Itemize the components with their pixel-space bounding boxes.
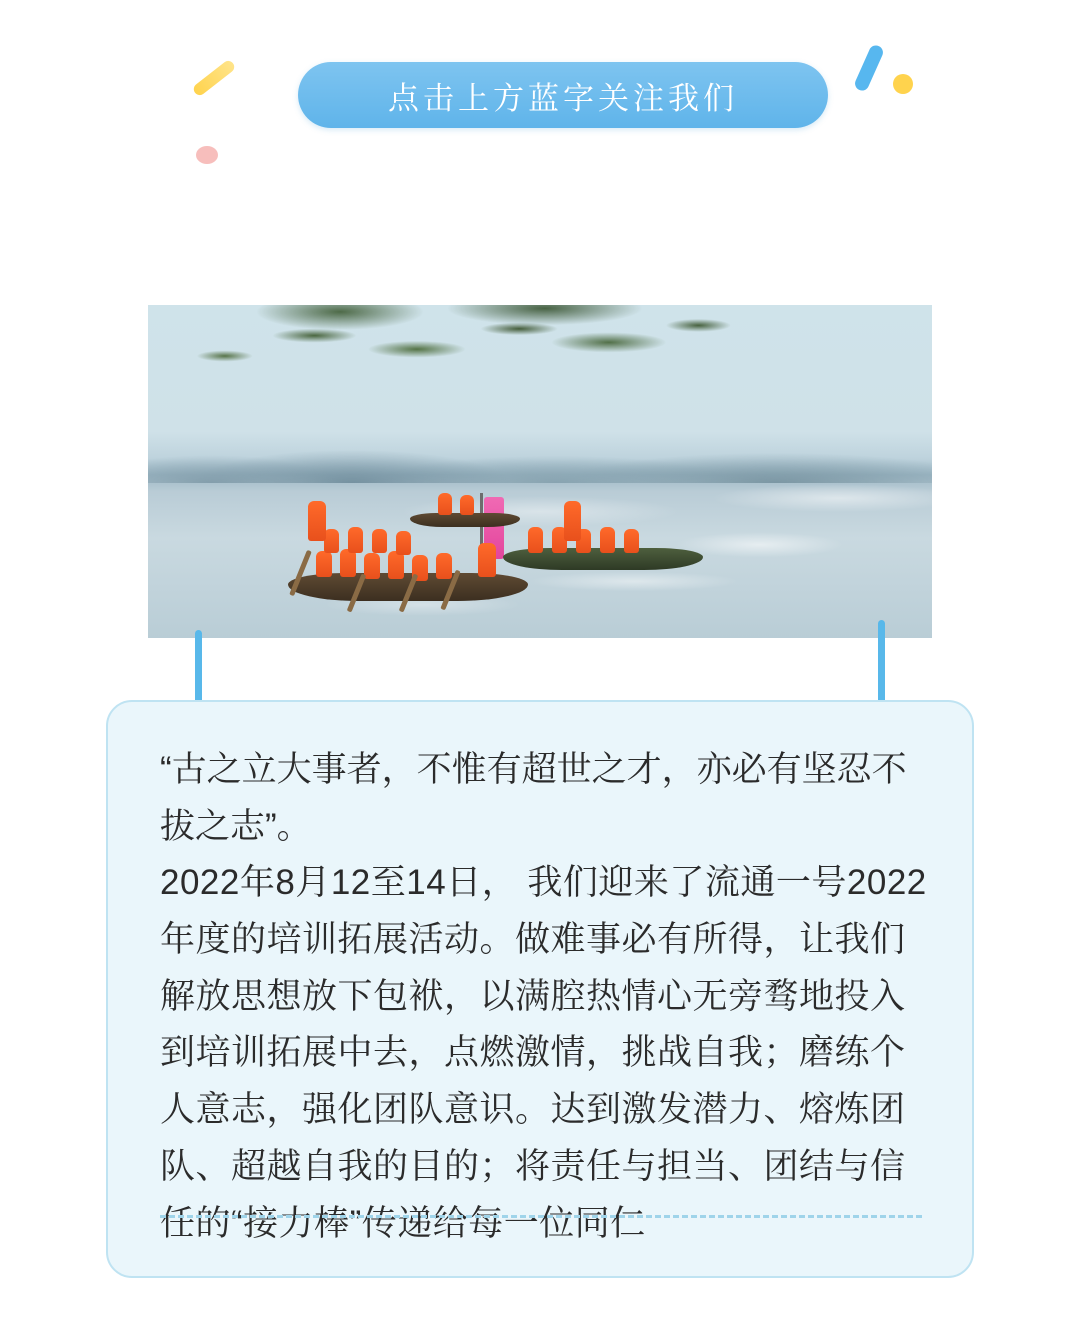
willow-branches-layer <box>148 305 788 475</box>
quote-highlight: “古之立大事者，不惟有超世之才，亦必有坚忍不拔之志”。 <box>160 750 907 846</box>
crew-member <box>316 551 332 577</box>
yellow-stroke-icon <box>191 58 236 97</box>
crew-member <box>460 495 474 515</box>
crew-member <box>388 551 404 579</box>
crew-member <box>372 529 387 553</box>
yellow-dot-icon <box>893 74 913 94</box>
pink-dot-icon <box>196 146 218 164</box>
dashed-divider <box>160 1215 922 1218</box>
follow-us-button[interactable]: 点击上方蓝字关注我们 <box>298 62 828 128</box>
crew-member <box>624 529 639 553</box>
photo-background <box>148 305 932 638</box>
dragon-boat-photo <box>148 305 932 638</box>
crew-member <box>340 549 356 577</box>
crew-member <box>564 501 581 541</box>
crew-member <box>396 531 411 555</box>
crew-member <box>438 493 452 515</box>
quote-card <box>106 700 974 1278</box>
quote-body: 2022年8月12至14日， 我们迎来了流通一号2022年度的培训拓展活动。做难事必有所得，让我们解放思想放下包袱，以满腔热情心无旁骛地投入到培训拓展中去，点燃激情，挑战自我；磨练个人意志，强化团队意识。达到激发潜力、熔炼团队、超越自我的目的；将责任与担当、团结与信任的“接力棒”传递给每一位同仁 <box>160 863 927 1243</box>
crew-member <box>364 553 380 579</box>
crew-member <box>600 527 615 553</box>
crew-member <box>528 527 543 553</box>
crew-member <box>308 501 326 541</box>
header-banner <box>0 0 1080 190</box>
blue-stroke-icon <box>853 43 885 93</box>
crew-member <box>348 527 363 553</box>
crew-member <box>324 529 339 553</box>
crew-member <box>478 543 496 577</box>
crew-member <box>436 553 452 579</box>
boat-far <box>410 513 520 527</box>
